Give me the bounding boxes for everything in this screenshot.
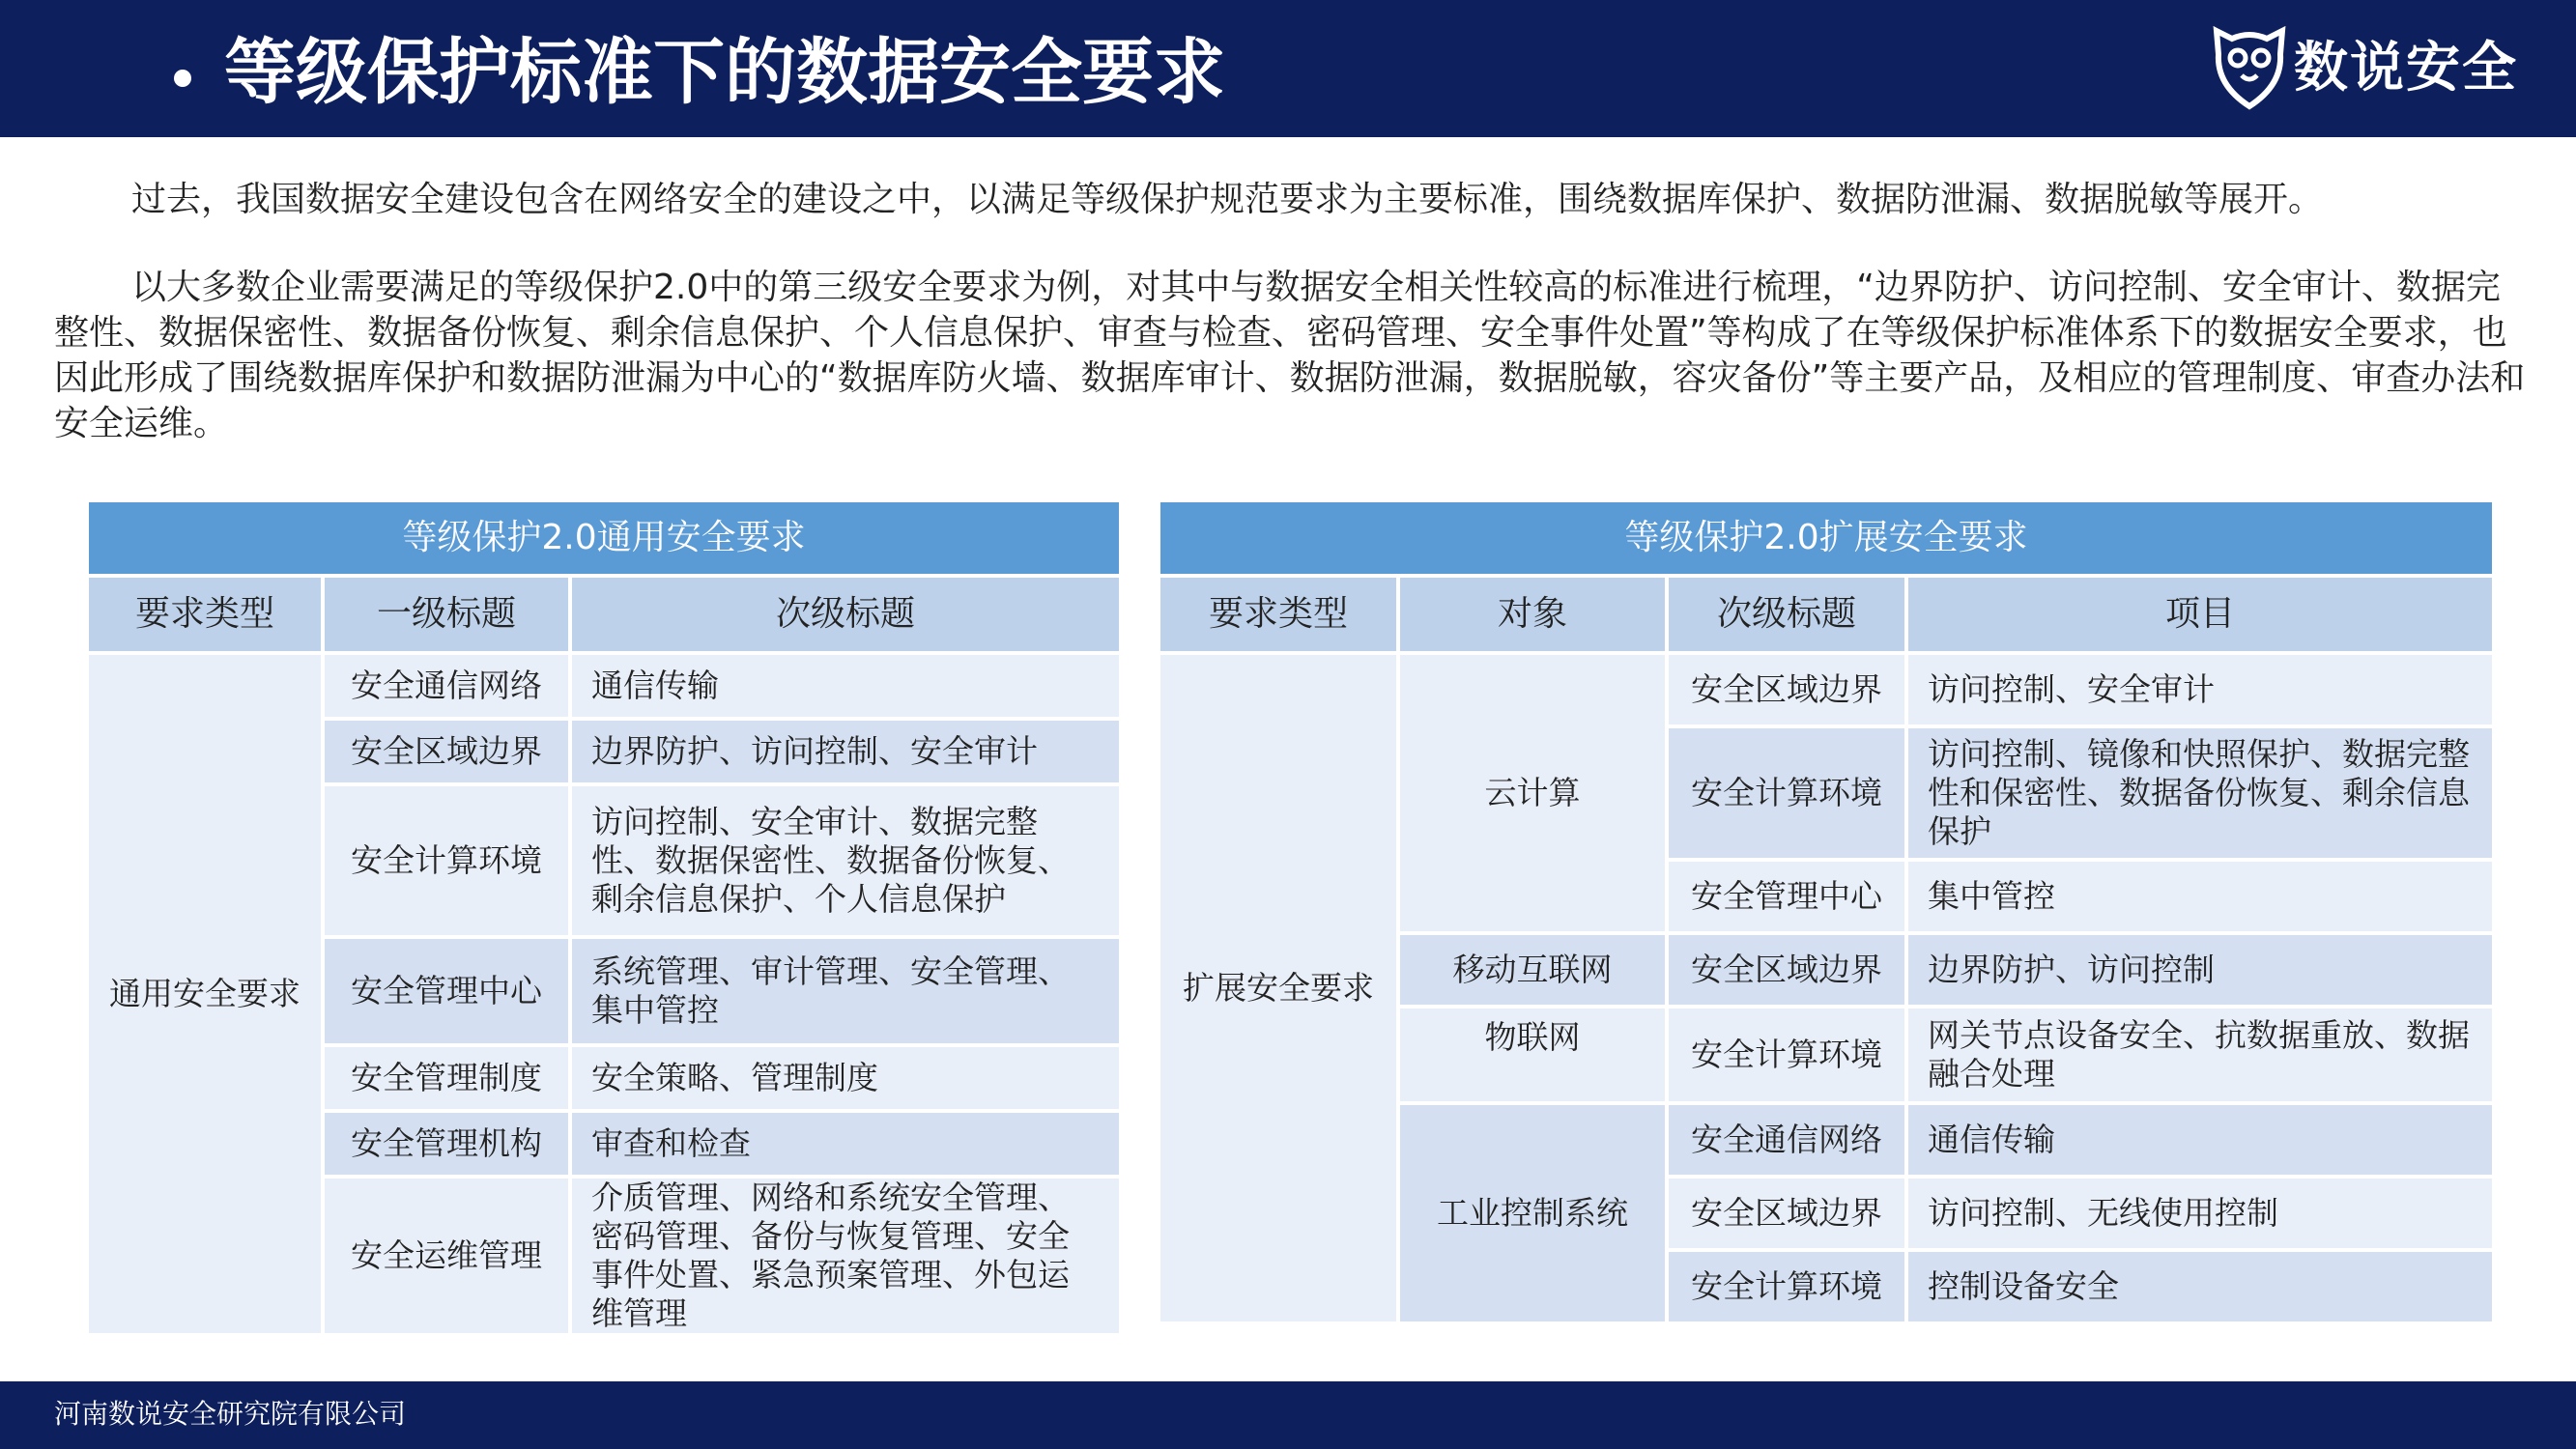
column-header: 项目: [1906, 576, 2494, 653]
level2-cell: 审查和检查: [570, 1111, 1121, 1177]
page-title: 等级保护标准下的数据安全要求: [224, 31, 1225, 114]
object-cell: 移动互联网: [1398, 933, 1667, 1007]
column-header: 要求类型: [1159, 576, 1398, 653]
extended-requirements-table: [1157, 498, 2496, 1325]
sub-title-cell: 安全通信网络: [1667, 1103, 1906, 1177]
requirement-type-cell: 通用安全要求: [87, 653, 323, 1335]
level1-cell: 安全区域边界: [323, 719, 570, 784]
requirement-type-cell: 扩展安全要求: [1159, 653, 1398, 1323]
column-header: 次级标题: [570, 576, 1121, 653]
item-cell: 访问控制、镜像和快照保护、数据完整性和保密性、数据备份恢复、剩余信息保护: [1906, 726, 2494, 860]
column-header: 一级标题: [323, 576, 570, 653]
level1-cell: 安全管理中心: [323, 937, 570, 1045]
item-cell: 访问控制、无线使用控制: [1906, 1177, 2494, 1250]
item-cell: 控制设备安全: [1906, 1250, 2494, 1323]
object-cell: 物联网: [1398, 1007, 1667, 1103]
item-cell: 访问控制、安全审计: [1906, 653, 2494, 726]
level2-cell: 系统管理、审计管理、安全管理、集中管控: [570, 937, 1121, 1045]
logo-text: 数说安全: [2294, 37, 2518, 99]
table-row: [87, 653, 1121, 719]
table-row: [1159, 653, 2494, 726]
intro-paragraph-2: 以大多数企业需要满足的等级保护2.0中的第三级安全要求为例，对其中与数据安全相关性较高的标准进行梳理，“边界防护、访问控制、安全审计、数据完整性、数据保密性、数据备份恢复、剩余信息保护、个人信息保护、审查与检查、密码管理、安全事件处置”等构成了在等级保护标准体系下的数据安全要求，也因此形成了围绕数据库保护和数据防泄漏为中心的“数据库防火墙、数据库审计、数据防泄漏，数据脱敏，容灾备份”等主要产品，及相应的管理制度、审查办法和安全运维。: [54, 268, 2526, 443]
sub-title-cell: 安全计算环境: [1667, 1007, 1906, 1103]
sub-title-cell: 安全区域边界: [1667, 653, 1906, 726]
level1-cell: 安全通信网络: [323, 653, 570, 719]
level2-cell: 介质管理、网络和系统安全管理、密码管理、备份与恢复管理、安全事件处置、紧急预案管理、外包运维管理: [570, 1177, 1121, 1335]
object-cell: 云计算: [1398, 653, 1667, 933]
level1-cell: 安全管理制度: [323, 1045, 570, 1111]
table-caption: 等级保护2.0扩展安全要求: [1159, 500, 2494, 576]
item-cell: 通信传输: [1906, 1103, 2494, 1177]
object-cell: 工业控制系统: [1398, 1103, 1667, 1323]
level2-cell: 通信传输: [570, 653, 1121, 719]
title-bullet: [174, 70, 191, 87]
owl-shield-icon: [2213, 25, 2286, 110]
item-cell: 边界防护、访问控制: [1906, 933, 2494, 1007]
general-requirements-table: [85, 498, 1123, 1337]
sub-title-cell: 安全管理中心: [1667, 860, 1906, 933]
level2-cell: 安全策略、管理制度: [570, 1045, 1121, 1111]
brand-logo: [2213, 25, 2522, 112]
column-header: 要求类型: [87, 576, 323, 653]
level2-cell: 边界防护、访问控制、安全审计: [570, 719, 1121, 784]
level1-cell: 安全管理机构: [323, 1111, 570, 1177]
sub-title-cell: 安全区域边界: [1667, 933, 1906, 1007]
sub-title-cell: 安全计算环境: [1667, 1250, 1906, 1323]
table-caption: 等级保护2.0通用安全要求: [87, 500, 1121, 576]
sub-title-cell: 安全计算环境: [1667, 726, 1906, 860]
column-header: 次级标题: [1667, 576, 1906, 653]
level1-cell: 安全运维管理: [323, 1177, 570, 1335]
footer-bar: [0, 1381, 2576, 1449]
sub-title-cell: 安全区域边界: [1667, 1177, 1906, 1250]
company-name: 河南数说安全研究院有限公司: [54, 1398, 407, 1430]
intro-paragraph-1: 过去，我国数据安全建设包含在网络安全的建设之中，以满足等级保护规范要求为主要标准，围绕数据库保护、数据防泄漏、数据脱敏等展开。: [131, 180, 2324, 219]
item-cell: 集中管控: [1906, 860, 2494, 933]
item-cell: 网关节点设备安全、抗数据重放、数据融合处理: [1906, 1007, 2494, 1103]
header-bar: [0, 0, 2576, 137]
column-header: 对象: [1398, 576, 1667, 653]
level1-cell: 安全计算环境: [323, 784, 570, 937]
level2-cell: 访问控制、安全审计、数据完整性、数据保密性、数据备份恢复、剩余信息保护、个人信息保护: [570, 784, 1121, 937]
